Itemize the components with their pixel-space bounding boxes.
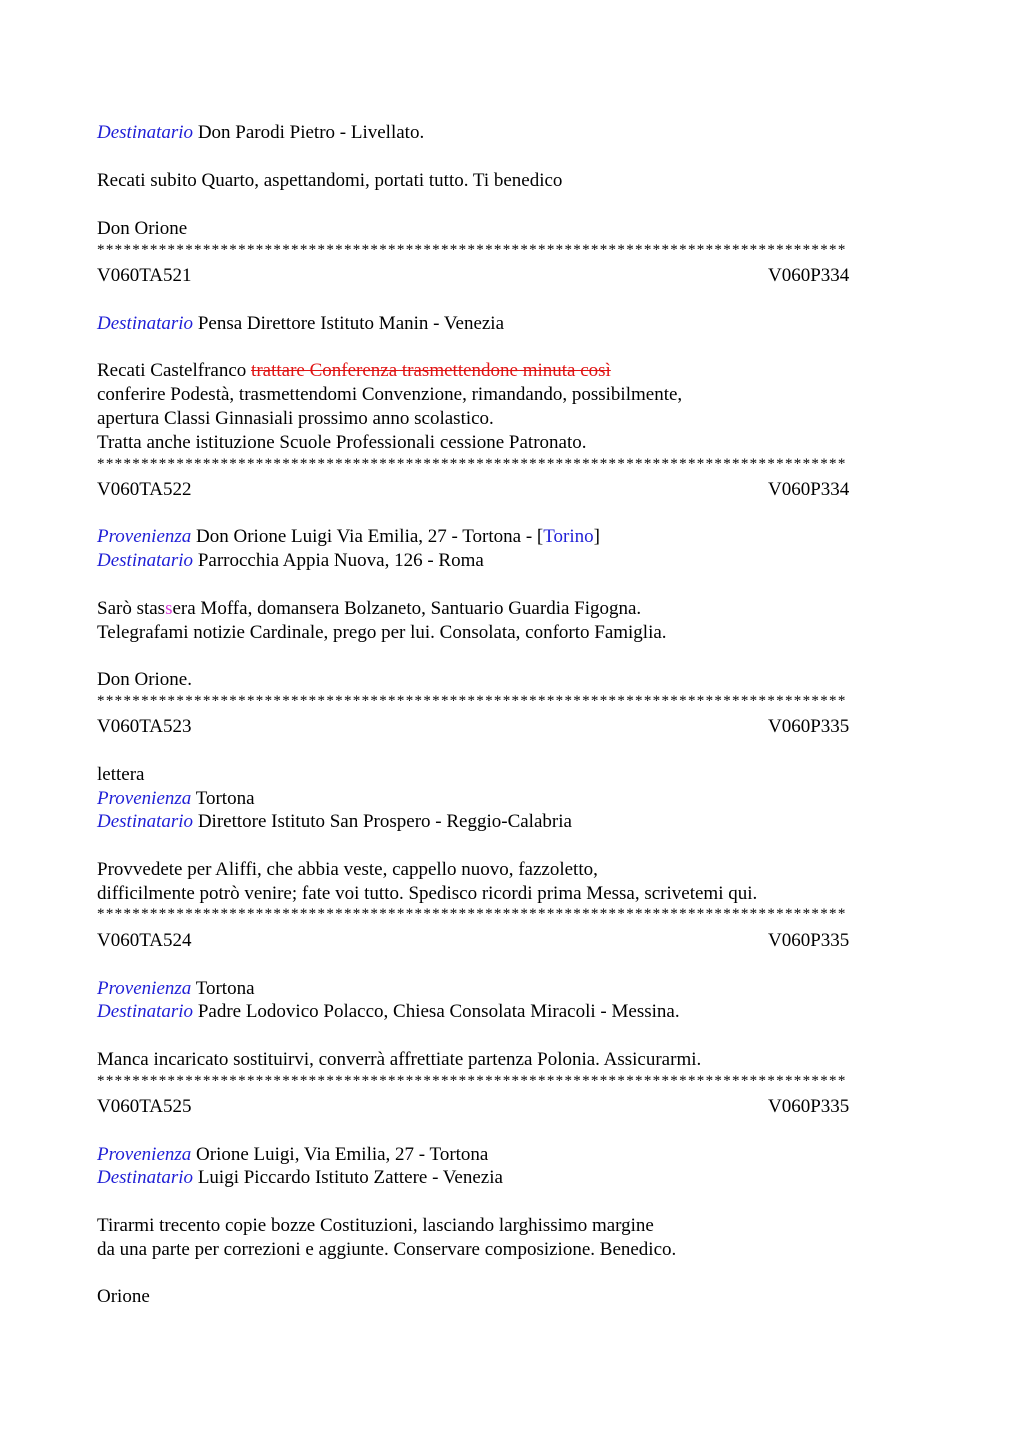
recipient-text: Direttore Istituto San Prospero - Reggio-Calabria — [197, 811, 572, 832]
recipient-label: Destinatario — [97, 1001, 194, 1022]
recipient-text: Luigi Piccardo Istituto Zattere - Venezia — [197, 1167, 503, 1188]
recipient-label: Destinatario — [97, 122, 194, 143]
separator-line: ************************************************************************************* — [97, 906, 847, 922]
sender-text: Don Orione Luigi Via Emilia, 27 - Tortona - — [196, 526, 537, 547]
message-text: Recati Castelfranco — [97, 360, 252, 381]
recipient-text: Parrocchia Appia Nuova, 126 - Roma — [197, 550, 484, 571]
bracket-close: ] — [593, 526, 600, 547]
deleted-text: trattare Conferenza trasmettendone minuta così — [251, 360, 611, 381]
highlighted-letter: s — [165, 598, 173, 619]
recipient-label: Destinatario — [97, 550, 194, 571]
message-line: conferire Podestà, trasmettendomi Convenzione, rimandando, possibilmente, — [97, 384, 683, 405]
signature: Orione — [97, 1286, 150, 1307]
recipient-label: Destinatario — [97, 313, 194, 334]
sender-line — [97, 1143, 488, 1167]
message-line: Tratta anche istituzione Scuole Professionali cessione Patronato. — [97, 432, 587, 453]
page-reference: V060P335 — [768, 1096, 850, 1117]
recipient-text: Pensa Direttore Istituto Manin - Venezia — [197, 313, 505, 334]
entry-code: V060TA524 — [97, 930, 192, 951]
sender-line — [97, 787, 255, 811]
message-line: da una parte per correzioni e aggiunte. Conservare composizione. Benedico. — [97, 1239, 677, 1260]
message-line — [97, 359, 611, 383]
message-line: Provvedete per Aliffi, che abbia veste, cappello nuovo, fazzoletto, — [97, 859, 598, 880]
page-reference: V060P335 — [768, 930, 850, 951]
message-line: difficilmente potrò venire; fate voi tutto. Spedisco ricordi prima Messa, scrivetemi qui. — [97, 883, 758, 904]
page-reference: V060P334 — [768, 265, 850, 286]
recipient-line — [97, 1166, 503, 1190]
sender-text: Tortona — [195, 788, 255, 809]
entry-code: V060TA525 — [97, 1096, 192, 1117]
document-type: lettera — [97, 764, 145, 785]
separator-line: ************************************************************************************* — [97, 693, 847, 709]
entry-code: V060TA521 — [97, 265, 192, 286]
message-text: Sarò stas — [97, 598, 166, 619]
entry-code: V060TA522 — [97, 479, 192, 500]
message-line: apertura Classi Ginnasiali prossimo anno scolastico. — [97, 408, 494, 429]
sender-text: Tortona — [195, 978, 255, 999]
separator-line: ************************************************************************************* — [97, 242, 847, 258]
message-line: Telegrafami notizie Cardinale, prego per lui. Consolata, conforto Famiglia. — [97, 622, 667, 643]
recipient-text: Padre Lodovico Polacco, Chiesa Consolata Miracoli - Messina. — [197, 1001, 680, 1022]
recipient-label: Destinatario — [97, 1167, 194, 1188]
recipient-line — [97, 549, 484, 573]
bracket-open: [ — [536, 526, 544, 547]
sender-text: Orione Luigi, Via Emilia, 27 - Tortona — [196, 1144, 489, 1165]
recipient-line — [97, 312, 504, 336]
sender-label: Provenienza — [97, 526, 192, 547]
sender-line — [97, 525, 600, 549]
recipient-text: Don Parodi Pietro - Livellato. — [197, 122, 425, 143]
page-reference: V060P335 — [768, 716, 850, 737]
sender-line — [97, 977, 255, 1001]
separator-line: ************************************************************************************* — [97, 1073, 847, 1089]
recipient-label: Destinatario — [97, 811, 194, 832]
separator-line: ************************************************************************************* — [97, 456, 847, 472]
entry-code: V060TA523 — [97, 716, 192, 737]
editorial-note: Torino — [543, 526, 594, 547]
message-line: Recati subito Quarto, aspettandomi, portati tutto. Ti benedico — [97, 170, 563, 191]
recipient-line — [97, 1000, 680, 1024]
message-text: era Moffa, domansera Bolzaneto, Santuario Guardia Figogna. — [172, 598, 642, 619]
sender-label: Provenienza — [97, 978, 192, 999]
message-line — [97, 597, 641, 621]
sender-label: Provenienza — [97, 788, 192, 809]
sender-label: Provenienza — [97, 1144, 192, 1165]
page-reference: V060P334 — [768, 479, 850, 500]
message-line: Tirarmi trecento copie bozze Costituzioni, lasciando larghissimo margine — [97, 1215, 654, 1236]
message-line: Manca incaricato sostituirvi, converrà affrettiate partenza Polonia. Assicurarmi. — [97, 1049, 702, 1070]
signature: Don Orione — [97, 218, 188, 239]
recipient-line — [97, 121, 424, 145]
signature: Don Orione. — [97, 669, 192, 690]
recipient-line — [97, 810, 572, 834]
